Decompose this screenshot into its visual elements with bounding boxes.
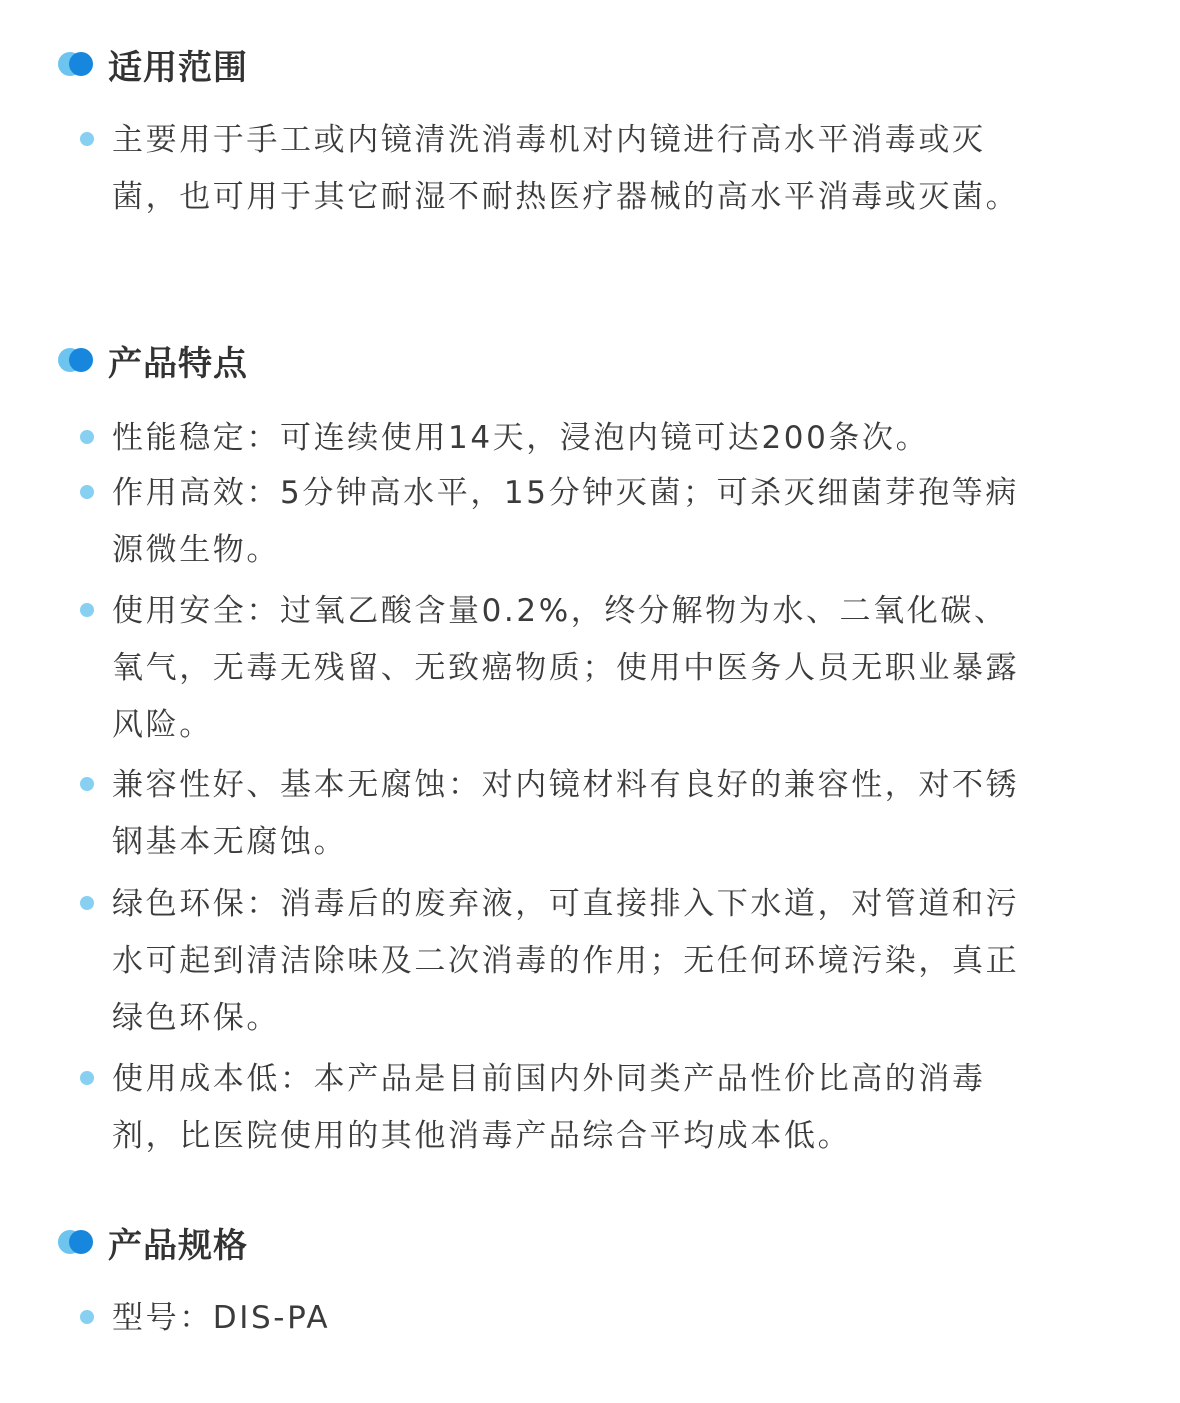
list-item — [80, 410, 1040, 467]
list-item-text: 使用成本低：本产品是目前国内外同类产品性价比高的消毒剂，比医院使用的其他消毒产品综合平均成本低。 — [112, 1061, 986, 1154]
list-item-text: 作用高效：5分钟高水平，15分钟灭菌；可杀灭细菌芽孢等病源微生物。 — [112, 475, 1019, 568]
bullet-dot-icon — [80, 603, 94, 617]
list-item — [80, 1051, 1040, 1165]
bullet-dot-icon — [80, 896, 94, 910]
list-item — [80, 465, 1040, 579]
section-title: 产品特点 — [108, 343, 248, 384]
bullet-dot-icon — [80, 1071, 94, 1085]
list-item-text: 型号：DIS-PA — [112, 1300, 331, 1336]
section-title: 适用范围 — [108, 47, 248, 88]
list-item — [80, 1290, 1040, 1347]
list-item — [80, 112, 1040, 226]
section-title: 产品规格 — [108, 1225, 248, 1266]
list-item — [80, 876, 1040, 1047]
double-circle-icon — [58, 347, 96, 373]
bullet-dot-icon — [80, 1310, 94, 1324]
list-item-text: 兼容性好、基本无腐蚀：对内镜材料有良好的兼容性，对不锈钢基本无腐蚀。 — [112, 767, 1020, 860]
section-heading-specs — [58, 1212, 248, 1272]
double-circle-icon — [58, 51, 96, 77]
list-item — [80, 757, 1040, 871]
list-item — [80, 583, 1040, 754]
list-item-text: 使用安全：过氧乙酸含量0.2%，终分解物为水、二氧化碳、氧气，无毒无残留、无致癌物质；使用中医务人员无职业暴露风险。 — [112, 593, 1020, 743]
list-item-text: 性能稳定：可连续使用14天，浸泡内镜可达200条次。 — [112, 420, 930, 456]
list-item-text: 绿色环保：消毒后的废弃液，可直接排入下水道，对管道和污水可起到清洁除味及二次消毒的作用；无任何环境污染，真正绿色环保。 — [112, 886, 1020, 1036]
bullet-dot-icon — [80, 777, 94, 791]
bullet-dot-icon — [80, 485, 94, 499]
section-heading-features — [58, 330, 248, 390]
bullet-dot-icon — [80, 430, 94, 444]
list-item-text: 主要用于手工或内镜清洗消毒机对内镜进行高水平消毒或灭菌，也可用于其它耐湿不耐热医疗器械的高水平消毒或灭菌。 — [112, 122, 1020, 215]
double-circle-icon — [58, 1229, 96, 1255]
bullet-dot-icon — [80, 132, 94, 146]
section-heading-scope — [58, 34, 248, 94]
